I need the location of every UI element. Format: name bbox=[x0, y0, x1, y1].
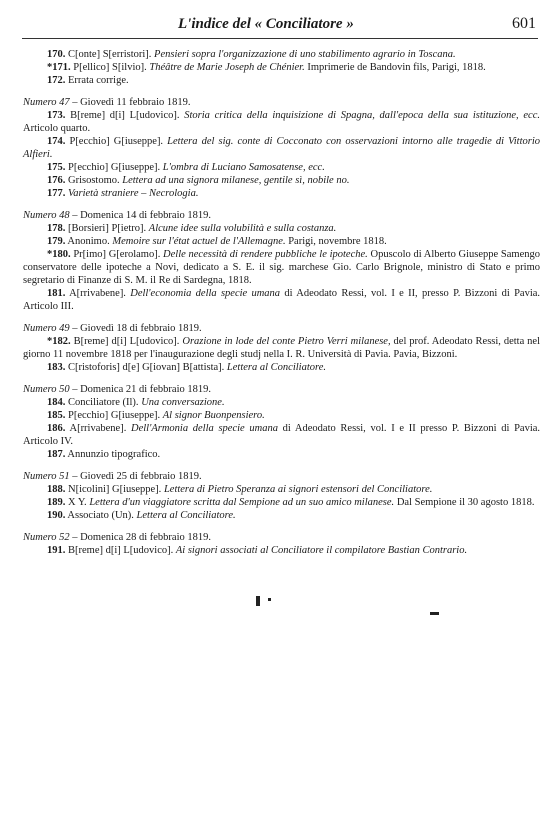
index-entry bbox=[23, 74, 540, 87]
section-gap bbox=[23, 522, 540, 531]
entry-author: P[ecchio] G[iuseppe]. bbox=[69, 136, 164, 147]
entry-details: del prof. Adeodato Ressi, detta nel giorno 11 novembre 1818 per l'inaugurazione degli studj nella I. R. Università di Pavia. Pavia, Bizzoni. bbox=[23, 336, 541, 360]
entry-number: *171. bbox=[47, 62, 71, 73]
entry-title: Delle necessità di rendere pubbliche le ipoteche. bbox=[163, 249, 368, 260]
entry-author: Conciliatore (Il). bbox=[68, 397, 139, 408]
entry-number: 178. bbox=[47, 223, 66, 234]
entry-title: Memoire sur l'état actuel de l'Allemagne. bbox=[112, 236, 286, 247]
index-entry bbox=[23, 361, 540, 374]
entry-author: B[reme] d[i] L[udovico]. bbox=[68, 545, 174, 556]
issue-date: – Giovedì 25 di febbraio 1819. bbox=[69, 471, 202, 482]
entry-title: Varietà straniere – Necrologia. bbox=[68, 188, 199, 199]
index-entry bbox=[23, 509, 540, 522]
issue-number: Numero 49 bbox=[23, 323, 70, 334]
entry-number: 190. bbox=[47, 510, 66, 521]
issue-date: – Domenica 28 di febbraio 1819. bbox=[69, 532, 211, 543]
ink-blot bbox=[256, 596, 260, 606]
index-entry bbox=[23, 109, 540, 135]
index-entry bbox=[23, 544, 540, 557]
issue-heading bbox=[23, 209, 540, 222]
index-entry bbox=[23, 48, 540, 61]
entry-author: C[onte] S[erristori]. bbox=[68, 49, 152, 60]
entry-title: Lettera di Pietro Speranza ai signori estensori del Conciliatore. bbox=[163, 484, 433, 495]
issue-date: – Giovedì 18 di febbraio 1819. bbox=[69, 323, 202, 334]
entry-title: Orazione in lode del conte Pietro Verri milanese, bbox=[182, 336, 391, 347]
entry-title: Storia critica della inquisizione di Spagna, dall'epoca della sua istituzione, ecc. bbox=[184, 110, 540, 121]
entry-number: 173. bbox=[47, 110, 66, 121]
issue-number: Numero 52 bbox=[23, 532, 70, 543]
entry-number: 175. bbox=[47, 162, 66, 173]
entry-title: Lettera d'un viaggiatore scritta dal Sempione ad un suo amico milanese. bbox=[89, 497, 395, 508]
issue-date: – Domenica 21 di febbraio 1819. bbox=[69, 384, 211, 395]
entry-title: Al signor Buonpensiero. bbox=[162, 410, 265, 421]
entry-number: 172. bbox=[47, 75, 66, 86]
entry-title: Lettera al Conciliatore. bbox=[136, 510, 236, 521]
entry-number: 181. bbox=[47, 288, 66, 299]
index-entry bbox=[23, 61, 540, 74]
entry-author: P[ellico] S[ilvio]. bbox=[73, 62, 147, 73]
index-entry bbox=[23, 287, 540, 313]
issue-heading bbox=[23, 322, 540, 335]
section-gap bbox=[23, 374, 540, 383]
section-gap bbox=[23, 200, 540, 209]
entry-number: 187. bbox=[47, 449, 66, 460]
entry-author: [Borsieri] P[ietro]. bbox=[68, 223, 147, 234]
entry-author: N[icolini] G[iuseppe]. bbox=[68, 484, 162, 495]
entry-author: A[rrivabene]. bbox=[69, 288, 126, 299]
issue-number: Numero 47 bbox=[23, 97, 70, 108]
entry-title: Lettera al Conciliatore. bbox=[226, 362, 326, 373]
index-entry bbox=[23, 335, 540, 361]
index-body bbox=[23, 48, 540, 557]
entry-number: 179. bbox=[47, 236, 66, 247]
entry-number: 174. bbox=[47, 136, 66, 147]
entry-title: Dell'Armonia della specie umana bbox=[131, 423, 278, 434]
section-gap bbox=[23, 461, 540, 470]
entry-number: 177. bbox=[47, 188, 66, 199]
index-entry bbox=[23, 187, 540, 200]
entry-author: X Y. bbox=[68, 497, 87, 508]
entry-title: Théâtre de Marie Joseph de Chénier. bbox=[149, 62, 305, 73]
entry-number: 184. bbox=[47, 397, 66, 408]
page-header bbox=[22, 10, 538, 39]
entry-number: 189. bbox=[47, 497, 66, 508]
entry-number: 186. bbox=[47, 423, 66, 434]
entry-details: Errata corrige. bbox=[68, 75, 129, 86]
entry-title: Alcune idee sulla volubilità e sulla costanza. bbox=[148, 223, 337, 234]
index-entry bbox=[23, 483, 540, 496]
issue-date: – Domenica 14 di febbraio 1819. bbox=[69, 210, 211, 221]
entry-number: 185. bbox=[47, 410, 66, 421]
index-entry bbox=[23, 422, 540, 448]
entry-number: 176. bbox=[47, 175, 66, 186]
entry-number: *180. bbox=[47, 249, 71, 260]
entry-details: Opuscolo di Alberto Giuseppe Samengo conservatore delle ipoteche a Novi, dedicato a S. E. il sig. marchese Gio. Carlo Brignole, ministro di Stato e primo segretario di Finanze di S. M. il Re di Sardegna, 1818. bbox=[23, 249, 540, 286]
entry-number: 183. bbox=[47, 362, 66, 373]
index-entry bbox=[23, 222, 540, 235]
issue-number: Numero 50 bbox=[23, 384, 70, 395]
entry-details: Annunzio tipografico. bbox=[67, 449, 161, 460]
issue-date: – Giovedì 11 febbraio 1819. bbox=[69, 97, 191, 108]
entry-details: Dal Sempione il 30 agosto 1818. bbox=[396, 497, 535, 508]
entry-title: Lettera del sig. conte di Cocconato con osservazioni intorno alle tragedie di Vittorio Alfieri. bbox=[23, 136, 541, 160]
entry-author: Associato (Un). bbox=[67, 510, 134, 521]
entry-number: 188. bbox=[47, 484, 66, 495]
page-number: 601 bbox=[512, 15, 536, 32]
entry-details: Parigi, novembre 1818. bbox=[288, 236, 387, 247]
index-entry bbox=[23, 174, 540, 187]
entry-author: B[reme] d[i] L[udovico]. bbox=[73, 336, 180, 347]
issue-heading bbox=[23, 383, 540, 396]
entry-title: Pensieri sopra l'organizzazione di uno stabilimento agrario in Toscana. bbox=[154, 49, 456, 60]
index-entry bbox=[23, 496, 540, 509]
entry-title: L'ombra di Luciano Samosatense, ecc. bbox=[162, 162, 325, 173]
index-entry bbox=[23, 409, 540, 422]
section-gap bbox=[23, 87, 540, 96]
ink-speck bbox=[430, 612, 439, 615]
index-entry bbox=[23, 235, 540, 248]
entry-author: A[rrivabene]. bbox=[69, 423, 127, 434]
entry-author: Anonimo. bbox=[67, 236, 110, 247]
entry-details: Imprimerie de Bandovin fils, Parigi, 1818. bbox=[307, 62, 486, 73]
entry-number: *182. bbox=[47, 336, 71, 347]
issue-heading bbox=[23, 470, 540, 483]
index-entry bbox=[23, 161, 540, 174]
entry-details: di Adeodato Ressi, vol. I e II presso P. Bizzoni di Pavia. Articolo IV. bbox=[23, 423, 541, 447]
ink-speck bbox=[268, 598, 271, 601]
entry-title: Ai signori associati al Conciliatore il compilatore Bastian Contrario. bbox=[175, 545, 468, 556]
entry-author: B[reme] d[i] L[udovico]. bbox=[70, 110, 180, 121]
entry-number: 191. bbox=[47, 545, 66, 556]
section-gap bbox=[23, 313, 540, 322]
entry-author: P[ecchio] G[iuseppe]. bbox=[68, 410, 161, 421]
issue-heading bbox=[23, 96, 540, 109]
entry-author: P[ecchio] G[iuseppe]. bbox=[68, 162, 161, 173]
entry-author: Pr[imo] G[erolamo]. bbox=[73, 249, 161, 260]
entry-author: C[ristoforis] d[e] G[iovan] B[attista]. bbox=[68, 362, 225, 373]
entry-number: 170. bbox=[47, 49, 66, 60]
index-entry bbox=[23, 396, 540, 409]
issue-number: Numero 51 bbox=[23, 471, 70, 482]
running-title: L'indice del « Conciliatore » bbox=[178, 16, 354, 32]
issue-number: Numero 48 bbox=[23, 210, 70, 221]
entry-details: Articolo quarto. bbox=[23, 123, 91, 134]
index-entry bbox=[23, 135, 540, 161]
entry-title: Una conversazione. bbox=[141, 397, 225, 408]
issue-heading bbox=[23, 531, 540, 544]
index-entry bbox=[23, 448, 540, 461]
entry-title: Lettera ad una signora milanese, gentile sì, nobile no. bbox=[122, 175, 350, 186]
entry-author: Grisostomo. bbox=[68, 175, 120, 186]
entry-title: Dell'economia della specie umana bbox=[130, 288, 281, 299]
entry-details: di Adeodato Ressi, vol. I e II, presso P. Bizzoni di Pavia. Articolo III. bbox=[23, 288, 541, 312]
index-entry bbox=[23, 248, 540, 287]
